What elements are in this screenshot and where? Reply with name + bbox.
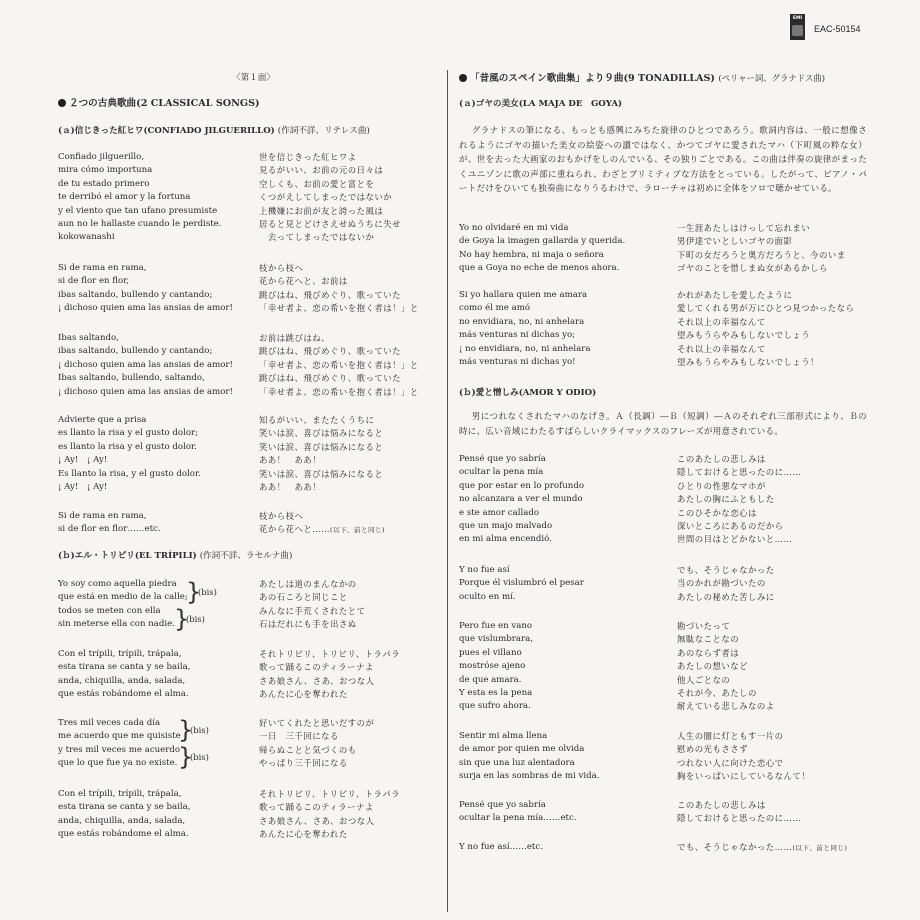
bullet-icon — [459, 74, 467, 82]
lyric-ja-line: でも、そうじゃなかった……(以下、前と同じ) — [677, 842, 848, 852]
lyric-es-line: de Goya la imagen gallarda y querida. — [459, 236, 626, 247]
lyric-es-line: Confiado jilguerillo, — [58, 152, 145, 162]
lyric-es-line: como él me amó — [459, 303, 531, 314]
lyric-es-line: que lo que fue ya no existe. — [58, 758, 178, 769]
stanza-translation — [259, 578, 366, 632]
stanza — [58, 510, 161, 537]
lyric-ja-line: でも、そうじゃなかった — [677, 565, 775, 575]
stanza — [58, 151, 222, 245]
repeat-note: (以下、前と同じ) — [330, 526, 386, 535]
lyric-es-line: sin que una luz alentadora — [459, 757, 575, 768]
lyric-es-line: Ibas saltando, bullendo, saltando, — [58, 373, 205, 384]
lyric-es-line: Pensé que yo sabría — [459, 454, 546, 464]
lyric-ja-line: このあたしの悲しみは — [677, 454, 766, 464]
lyric-ja-line: あんたに心を奪われた — [259, 689, 348, 700]
lyric-es-line: Y no fue así……etc. — [459, 842, 543, 852]
lyric-ja-line: 空しくも、お前の愛と富とを — [259, 178, 375, 189]
lyric-es-line: que estás robándome el alma. — [58, 689, 189, 700]
lyric-es-line: ¡ dichoso quien ama las ansias de amor! — [58, 303, 233, 314]
stanza — [58, 578, 188, 632]
lyric-es-line: que un majo malvado — [459, 521, 553, 532]
lyric-ja-line: あの石ころと同じこと — [259, 592, 348, 603]
lyric-es-line: que a Goya no eche de menos ahora. — [459, 263, 620, 274]
lyric-es-line: anda, chiquilla, anda, salada, — [58, 675, 186, 686]
lyric-es-line: y el viento que tan ufano presumiste — [58, 205, 218, 216]
lyric-ja-line: ああ！ ああ！ — [259, 482, 322, 493]
bullet-icon — [58, 99, 66, 107]
lyric-es-line: Si de rama en rama, — [58, 263, 147, 273]
lyric-es-line: ¡ Ay! ¡ Ay! — [58, 482, 108, 493]
lyric-es-line: Sentir mi alma llena — [459, 731, 548, 741]
song-d-intro: 男につれなくされたマハのなげき。Ａ（長調）―Ｂ（短調）―Ａのそれぞれ三部形式により、Ｂの時に、広い音域にわたるすばらしいクライマックスのフレーズが用意されている。 — [459, 412, 867, 437]
lyric-es-line: en mi alma encendió. — [459, 534, 552, 545]
right-section-title: 「昔風のスペイン歌曲集」より９曲(9 TONADILLAS) (ペリャー詞、グラナドス曲) — [459, 70, 825, 84]
lyric-es-line: Es llanto la risa, y el gusto dolor. — [58, 468, 201, 479]
lyric-es-line: Yo soy como aquella piedra — [58, 579, 177, 589]
lyric-es-line: de tu estado primero — [58, 178, 150, 189]
lyric-ja-line: くつがえしてしまったではないか — [259, 192, 393, 203]
lyric-ja-line: 知るがいい、またたくうちに — [259, 415, 375, 425]
lyric-ja-line: 一生涯あたしはけっして忘れまい — [677, 223, 811, 233]
lyric-es-line: Si de rama en rama, — [58, 511, 147, 521]
lyric-es-line: ¡ dichoso quien ama las ansias de amor! — [58, 359, 233, 370]
lyric-ja-line: お前は跳びはね、 — [259, 333, 330, 343]
stanza-translation — [677, 841, 847, 855]
stanza-translation — [677, 730, 810, 784]
emi-logo — [790, 14, 805, 40]
lyric-ja-line: 無駄なことなの — [677, 634, 740, 645]
stanza — [459, 564, 584, 604]
lyric-ja-line: それが今、あたしの — [677, 688, 757, 699]
stanza — [58, 648, 190, 702]
song-b-title: (ｂ)エル・トリピリ(EL TRÍPILI) (作詞不詳、ラセルナ曲) — [58, 551, 293, 561]
repeat-note: (以下、前と同じ) — [792, 844, 848, 852]
repeat-brace: } — [174, 605, 190, 633]
lyric-es-line: kokowanashi — [58, 232, 115, 243]
lyric-es-line: Con el trípili, trípili, trápala, — [58, 789, 182, 799]
stanza-translation — [677, 453, 801, 547]
lyric-ja-line: 深いところにあるのだから — [677, 521, 784, 532]
lyric-ja-line: ああ！ ああ！ — [259, 455, 322, 466]
lyric-ja-line: 笑いは涙、喜びは悩みになると — [259, 428, 384, 439]
left-section-title: ２つの古典歌曲(2 CLASSICAL SONGS) — [58, 95, 260, 109]
stanza-translation — [259, 414, 383, 494]
lyric-es-line: Pero fue en vano — [459, 621, 533, 631]
lyric-es-line: ibas saltando, bullendo y cantando; — [58, 289, 213, 300]
lyric-es-line: es llanto la risa y el gusto dolor. — [58, 441, 197, 452]
lyric-es-line: te derribó el amor y la fortuna — [58, 192, 191, 203]
lyric-ja-line: 笑いは涙、喜びは悩みになると — [259, 441, 384, 452]
lyric-es-line: más venturas ni dichas yo! — [459, 357, 576, 368]
lyric-es-line: si de flor en flor……etc. — [58, 524, 161, 535]
stanza — [58, 414, 201, 494]
lyric-es-line: mira cómo importuna — [58, 165, 153, 176]
lyric-ja-line: それ以上の幸福なんて — [677, 343, 766, 354]
lyric-es-line: y tres mil veces me acuerdo — [58, 744, 181, 755]
lyric-es-line: más venturas ni dichas yo; — [459, 330, 576, 341]
lyric-es-line: no envidiara, no, ni anhelara — [459, 316, 585, 327]
song-c-intro: グラナドスの筆になる、もっとも感興にみちた旋律のひとつであろう。歌詞内容は、一般に想像されるようにゴヤの描いた美女の絵姿への讃ではなく、かつてゴヤに愛されたマハ（下町風の粋な女）が、世を去った大画家のおもかげをしのんでいる、その独りごとである。この曲は伴奏の旋律がまったくユニゾンに歌の声部に重ねられ、わざとプリミティブな方法をとっている。したがって、ピアノ・パートだけをひいても独奏曲になりうるわけで、ラローチャは初めに全体をソロで聴かせている。 — [459, 126, 867, 195]
lyric-es-line: Y no fue así — [459, 565, 510, 575]
lyric-ja-line: あたしは道のまんなかの — [259, 579, 357, 589]
lyric-ja-line: 「幸せ者よ、恋の希いを抱く者は！」と — [259, 386, 419, 397]
stanza-translation — [259, 510, 385, 538]
lyric-ja-line: 笑いは涙、喜びは悩みになると — [259, 468, 384, 479]
lyric-ja-line: 耐えている悲しみなのよ — [677, 701, 775, 712]
lyric-es-line: Porque él vislumbró el pesar — [459, 578, 584, 589]
lyric-ja-line: 隠しておけると思ったのに…… — [677, 813, 802, 824]
lyric-ja-line: やっぱり三千回になる — [259, 758, 348, 769]
lyric-ja-line: 枝から枝へ — [259, 263, 304, 273]
lyric-ja-line: このひそかな恋心は — [677, 507, 757, 518]
stanza — [459, 620, 533, 714]
lyric-ja-line: それトリピリ、トリピリ、トラパラ — [259, 649, 401, 659]
lyric-ja-line: あたしの想いなど — [677, 661, 748, 672]
lyric-es-line: esta tirana se canta y se baila, — [58, 662, 191, 673]
lyric-ja-line: あのならず者は — [677, 647, 740, 658]
lyric-ja-line: 一日 三千回になる — [259, 731, 339, 742]
lyric-ja-line: 「幸せ者よ、恋の希いを抱く者は！」と — [259, 359, 419, 370]
lyric-es-line: Pensé que yo sabría — [459, 800, 546, 810]
stanza — [58, 262, 233, 316]
lyric-es-line: de que amara. — [459, 674, 522, 685]
repeat-brace: } — [178, 716, 194, 744]
bis-mark: (bis) — [186, 614, 205, 624]
lyric-ja-line: 慰めの光もささず — [677, 744, 748, 755]
lyric-ja-line: あたしの秘めた苦しみに — [677, 591, 775, 602]
stanza — [459, 799, 577, 826]
lyric-es-line: mostróse ajeno — [459, 661, 526, 672]
lyric-ja-line: つれない人に向けた恋心で — [677, 757, 784, 768]
stanza-translation — [677, 289, 854, 369]
lyric-es-line: ibas saltando, bullendo y cantando; — [58, 346, 213, 357]
lyric-es-line: de amor por quien me olvida — [459, 744, 585, 755]
lyric-ja-line: 男伊達でいとしいゴヤの面影 — [677, 236, 793, 247]
lyric-ja-line: 見るがいい、お前の元の日々は — [259, 165, 384, 176]
stanza — [58, 788, 190, 842]
lyric-ja-line: 枝から枝へ — [259, 511, 304, 521]
stanza-translation — [259, 717, 374, 771]
lyric-ja-line: 花から花へと、お前は — [259, 276, 348, 287]
catalog-number: EAC-50154 — [814, 24, 861, 34]
lyric-ja-line: 帰らぬことと気づくのも — [259, 744, 357, 755]
stanza-translation — [259, 648, 400, 702]
lyric-es-line: Y esta es la pena — [459, 688, 533, 699]
lyric-ja-line: みんなに手荒くされたとて — [259, 605, 366, 616]
lyric-es-line: Advierte que a prisa — [58, 415, 147, 425]
lyric-es-line: surja en las sombras de mi vida. — [459, 771, 600, 782]
lyric-es-line: todos se meten con ella — [58, 605, 161, 616]
stanza-translation — [677, 222, 846, 276]
lyric-es-line: que por estar en lo profundo — [459, 480, 584, 491]
lyric-ja-line: 去ってしまったではないか — [259, 232, 375, 243]
bis-mark: (bis) — [190, 725, 209, 735]
stanza — [459, 730, 599, 784]
lyric-es-line: pues el villano — [459, 647, 522, 658]
lyric-ja-line: 跳びはね、飛びめぐり、歌っていた — [259, 289, 401, 300]
lyric-es-line: esta tirana se canta y se baila, — [58, 802, 191, 813]
stanza-translation — [677, 564, 775, 604]
lyric-ja-line: 歌って踊るこのティラーナよ — [259, 662, 374, 673]
stanza — [58, 717, 181, 771]
lyric-ja-line: あんたに心を奪われた — [259, 829, 348, 840]
lyric-ja-line: 「幸せ者よ、恋の希いを抱く者は！」と — [259, 303, 419, 314]
lyric-ja-line: かれがあたしを愛したように — [677, 290, 793, 300]
column-divider — [447, 70, 448, 912]
logo-text: EMI — [792, 16, 803, 21]
lyric-ja-line: 胸をいっぱいにしているなんて！ — [677, 771, 811, 782]
stanza — [459, 289, 591, 369]
nipper-dog-icon — [792, 25, 803, 36]
lyric-ja-line: あたしの胸にふともした — [677, 494, 775, 505]
stanza-translation — [677, 620, 775, 714]
stanza-translation — [259, 788, 400, 842]
lyric-ja-line: ひとりの性悪なマホが — [677, 480, 766, 491]
lyric-es-line: oculto en mí. — [459, 591, 516, 602]
side-label: 〈第１面〉 — [232, 73, 275, 83]
lyric-ja-line: それ以上の幸福なんて — [677, 316, 766, 327]
lyric-ja-line: このあたしの悲しみは — [677, 800, 766, 810]
lyric-es-line: ¡ Ay! ¡ Ay! — [58, 455, 108, 466]
song-a-title: (ａ)信じきった紅ヒワ(CONFIADO JILGUERILLO) (作詞不詳、リテレス曲) — [58, 126, 370, 136]
song-d-title: (ｂ)愛と憎しみ(AMOR Y ODIO) — [459, 388, 597, 398]
lyric-ja-line: 望みもうらやみもしないでしょう！ — [677, 357, 819, 368]
lyric-ja-line: 好いてくれたと思いだすのが — [259, 718, 375, 728]
lyric-ja-line: 跳びはね、飛びめぐり、歌っていた — [259, 346, 401, 357]
lyric-ja-line: ゴヤのことを惜しまぬ女があるかしら — [677, 263, 828, 274]
lyric-ja-line: 歌って踊るこのティラーナよ — [259, 802, 374, 813]
lyric-es-line: Con el trípili, trípili, trápala, — [58, 649, 182, 659]
lyric-es-line: No hay hembra, ni maja o señora — [459, 249, 604, 260]
lyric-ja-line: 花から花へと……(以下、前と同じ) — [259, 524, 386, 535]
stanza — [58, 332, 233, 399]
stanza-translation — [259, 262, 419, 316]
bis-mark: (bis) — [198, 587, 217, 597]
lyric-ja-line: 人生の闇に灯ともす一片の — [677, 731, 784, 741]
lyric-ja-line: 愛してくれる男が万にひとつ見つかったなら — [677, 303, 855, 314]
lyric-ja-line: 世間の目はとどかないと…… — [677, 534, 793, 545]
lyric-es-line: no alcanzara a ver el mundo — [459, 494, 583, 505]
lyric-es-line: es llanto la risa y el gusto dolor; — [58, 428, 199, 439]
lyric-es-line: que estás robándome el alma. — [58, 829, 189, 840]
bis-mark: (bis) — [190, 752, 209, 762]
lyric-es-line: sin meterse ella con nadie. — [58, 619, 175, 630]
lyric-es-line: que está en medio de la calle; — [58, 592, 188, 603]
lyric-ja-line: 下町の女だろうと奥方だろうと、今のいま — [677, 249, 846, 260]
lyric-es-line: Ibas saltando, — [58, 333, 119, 343]
lyric-es-line: que sufro ahora. — [459, 701, 531, 712]
repeat-brace: } — [178, 743, 194, 771]
lyric-es-line: ¡ dichoso quien ama las ansias de amor! — [58, 386, 233, 397]
song-c-title: (ａ)ゴヤの美女(LA MAJA DE GOYA) — [459, 99, 623, 109]
lyric-ja-line: 望みもうらやみもしないでしょう — [677, 330, 811, 341]
lyric-ja-line: さあ娘さん、さあ、おつな人 — [259, 675, 375, 686]
lyric-ja-line: 隠しておけると思ったのに…… — [677, 467, 802, 478]
lyric-ja-line: それトリピリ、トリピリ、トラパラ — [259, 789, 401, 799]
lyric-ja-line: 他人ごとなの — [677, 674, 731, 685]
lyric-es-line: ¡ no envidiara, no, ni anhelara — [459, 343, 591, 354]
lyric-ja-line: 勘づいたって — [677, 621, 731, 631]
lyric-ja-line: 上機嫌にお前が友と誇った風は — [259, 205, 384, 216]
lyric-es-line: me acuerdo que me quisiste — [58, 731, 181, 742]
stanza-translation — [677, 799, 801, 826]
lyric-ja-line: 跳びはね、飛びめぐり、歌っていた — [259, 373, 401, 384]
lyric-es-line: ocultar la pena mía……etc. — [459, 813, 577, 824]
lyric-es-line: e ste amor callado — [459, 507, 540, 518]
lyric-es-line: que vislumbrara, — [459, 634, 533, 645]
stanza-translation — [259, 151, 401, 245]
stanza-translation — [259, 332, 419, 399]
lyric-es-line: Si yo hallara quien me amara — [459, 290, 588, 300]
lyric-es-line: ocultar la pena mía — [459, 467, 544, 478]
stanza — [459, 222, 625, 276]
lyric-ja-line: 石はだれにも手を出さぬ — [259, 619, 357, 630]
lyric-es-line: aun no le hallaste cuando le perdiste. — [58, 219, 222, 230]
repeat-brace: } — [186, 578, 202, 606]
lyric-es-line: Tres mil veces cada día — [58, 718, 161, 728]
lyric-ja-line: 居ると見とどけさえせぬうちに失せ — [259, 219, 401, 230]
stanza — [459, 841, 543, 854]
stanza — [459, 453, 584, 547]
lyric-ja-line: 当のかれが勘づいたの — [677, 578, 766, 589]
lyric-es-line: si de flor en flor, — [58, 276, 130, 287]
lyric-ja-line: 世を信じきった紅ヒワよ — [259, 152, 357, 162]
lyric-ja-line: さあ娘さん、さあ、おつな人 — [259, 815, 375, 826]
lyric-es-line: Yo no olvidaré en mi vida — [459, 223, 569, 233]
lyric-es-line: anda, chiquilla, anda, salada, — [58, 815, 186, 826]
